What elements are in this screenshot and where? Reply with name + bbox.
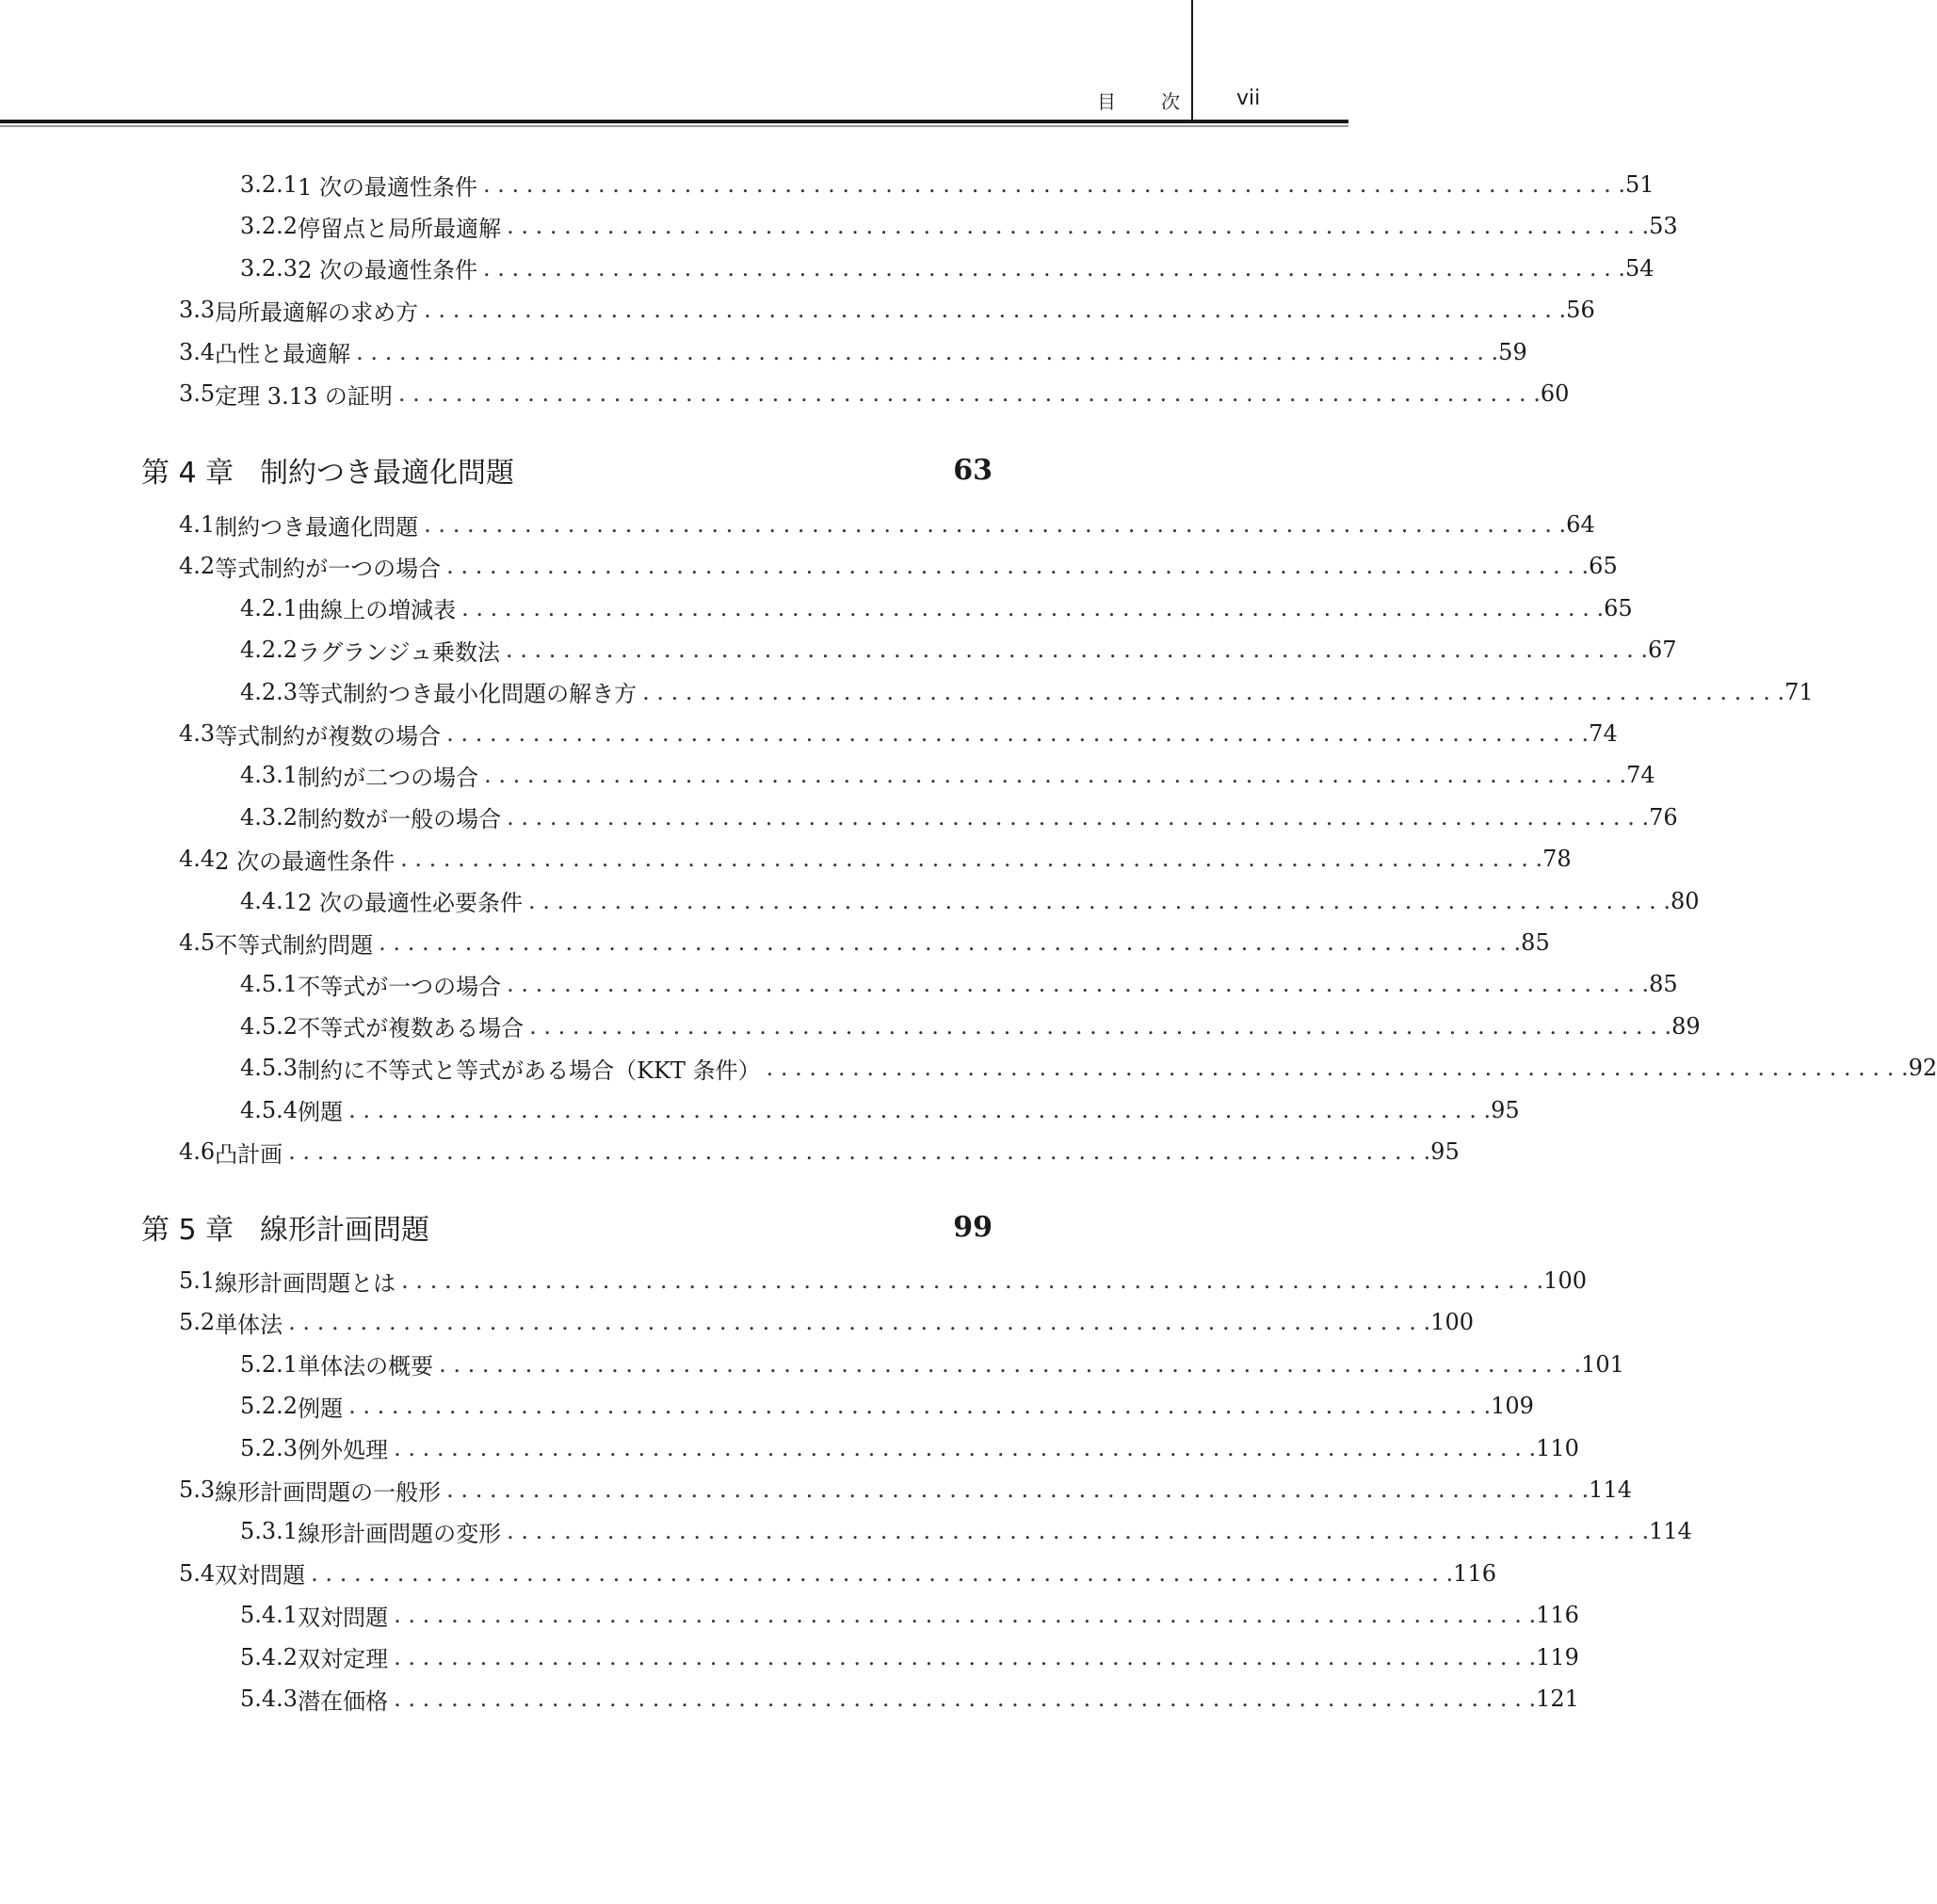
entry-page: 65 [1604, 594, 1633, 621]
leader-dots: . . . . . . . . . . . . . . . . . . . . . . . . . . . . . . . . . . . . . . . . . . . . . . . . . . . . . . . . . . . . . . . . . . . . . . . . . . . . . . . . [446, 720, 1590, 747]
entry-page: 100 [1543, 1267, 1587, 1294]
leader-dots: . . . . . . . . . . . . . . . . . . . . . . . . . . . . . . . . . . . . . . . . . . . . . . . . . . . . . . . . . . . . . . . . . . . . . . . . . . . . . . . . [394, 1602, 1537, 1629]
entry-number: 4.1 [179, 511, 216, 538]
entry-title: 例題 [298, 1395, 344, 1422]
entry-number: 5.1 [179, 1267, 216, 1294]
chapter-heading [141, 1203, 993, 1251]
toc-entry[interactable] [179, 1133, 1460, 1170]
leader-dots: . . . . . . . . . . . . . . . . . . . . . . . . . . . . . . . . . . . . . . . . . . . . . . . . . . . . . . . . . . . . . . . . . . . . . . . . . . . . . . . . [507, 213, 1650, 240]
chapter-page: 99 [953, 1210, 993, 1244]
entry-page: 100 [1430, 1309, 1474, 1336]
entry-title: 2 次の最適性条件 [215, 847, 395, 875]
entry-number: 4.3 [179, 720, 216, 747]
leader-dots: . . . . . . . . . . . . . . . . . . . . . . . . . . . . . . . . . . . . . . . . . . . . . . . . . . . . . . . . . . . . . . . . . . . . . . . . . . . . . . . . [482, 254, 1625, 282]
entry-title: 等式制約が複数の場合 [215, 722, 442, 750]
entry-page: 76 [1649, 803, 1678, 831]
leader-dots: . . . . . . . . . . . . . . . . . . . . . . . . . . . . . . . . . . . . . . . . . . . . . . . . . . . . . . . . . . . . . . . . . . . . . . . . . . . . . . . . [424, 297, 1567, 324]
leader-dots: . . . . . . . . . . . . . . . . . . . . . . . . . . . . . . . . . . . . . . . . . . . . . . . . . . . . . . . . . . . . . . . . . . . . . . . . . . . . . . . . [506, 637, 1648, 664]
entry-page: 110 [1536, 1434, 1579, 1461]
entry-number: 3.4 [179, 338, 216, 365]
toc-entry[interactable] [179, 924, 1550, 961]
leader-dots: . . . . . . . . . . . . . . . . . . . . . . . . . . . . . . . . . . . . . . . . . . . . . . . . . . . . . . . . . . . . . . . . . . . . . . . . . . . . . . . . [424, 511, 1567, 538]
entry-page: 116 [1536, 1602, 1579, 1629]
entry-title: 等式制約つき最小化問題の解き方 [298, 681, 638, 708]
entry-number: 4.5.2 [240, 1012, 299, 1040]
entry-page: 74 [1626, 762, 1655, 789]
chapter-title: 制約つき最適化問題 [260, 457, 514, 490]
toc-entry[interactable] [240, 673, 1814, 711]
toc-entry[interactable] [240, 1008, 1701, 1045]
entry-page: 116 [1453, 1559, 1496, 1587]
entry-number: 5.2 [179, 1309, 216, 1336]
leader-dots: . . . . . . . . . . . . . . . . . . . . . . . . . . . . . . . . . . . . . . . . . . . . . . . . . . . . . . . . . . . . . . . . . . . . . . . . . . . . . . . . [397, 380, 1541, 407]
entry-number: 5.4 [179, 1559, 216, 1587]
toc-entry[interactable] [179, 1471, 1632, 1509]
entry-page: 85 [1521, 929, 1550, 956]
leader-dots: . . . . . . . . . . . . . . . . . . . . . . . . . . . . . . . . . . . . . . . . . . . . . . . . . . . . . . . . . . . . . . . . . . . . . . . . . . . . . . . . [446, 553, 1590, 580]
leader-dots: . . . . . . . . . . . . . . . . . . . . . . . . . . . . . . . . . . . . . . . . . . . . . . . . . . . . . . . . . . . . . . . . . . . . . . . . . . . . . . . . [461, 594, 1605, 621]
toc-entry[interactable] [179, 1303, 1474, 1341]
toc-entry[interactable] [240, 631, 1677, 669]
entry-page: 54 [1624, 254, 1655, 282]
entry-page: 80 [1670, 887, 1700, 914]
entry-page: 101 [1581, 1350, 1624, 1378]
entry-page: 95 [1491, 1096, 1520, 1123]
entry-number: 4.2.1 [240, 594, 299, 621]
toc-entry[interactable] [240, 166, 1655, 203]
toc-entry[interactable] [179, 1555, 1496, 1592]
toc-entry[interactable] [240, 756, 1655, 794]
entry-title: 局所最適解の求め方 [215, 299, 419, 326]
entry-title: 制約に不等式と等式がある場合（KKT 条件） [298, 1057, 761, 1084]
toc-entry[interactable] [240, 1346, 1624, 1383]
toc-entry[interactable] [179, 840, 1572, 878]
leader-dots: . . . . . . . . . . . . . . . . . . . . . . . . . . . . . . . . . . . . . . . . . . . . . . . . . . . . . . . . . . . . . . . . . . . . . . . . . . . . . . . . [394, 1686, 1537, 1712]
entry-title: 線形計画問題とは [215, 1269, 396, 1297]
entry-number: 5.4.3 [240, 1686, 299, 1712]
entry-title: 1 次の最適性条件 [298, 173, 477, 201]
entry-title: 潜在価格 [298, 1687, 389, 1715]
entry-title: ラグランジュ乗数法 [298, 638, 500, 666]
entry-number: 4.3.1 [240, 762, 299, 789]
leader-dots: . . . . . . . . . . . . . . . . . . . . . . . . . . . . . . . . . . . . . . . . . . . . . . . . . . . . . . . . . . . . . . . . . . . . . . . . . . . . . . . . [507, 1518, 1650, 1545]
entry-number: 4.5.3 [240, 1055, 299, 1082]
entry-number: 4.4.1 [240, 887, 299, 914]
toc-entry[interactable] [240, 1387, 1534, 1425]
entry-page: 74 [1589, 720, 1618, 747]
entry-number: 4.5.1 [240, 971, 299, 998]
toc-entry[interactable] [240, 965, 1678, 1003]
leader-dots: . . . . . . . . . . . . . . . . . . . . . . . . . . . . . . . . . . . . . . . . . . . . . . . . . . . . . . . . . . . . . . . . . . . . . . . . . . . . . . . . [439, 1350, 1582, 1378]
leader-dots: . . . . . . . . . . . . . . . . . . . . . . . . . . . . . . . . . . . . . . . . . . . . . . . . . . . . . . . . . . . . . . . . . . . . . . . . . . . . . . . . [446, 1476, 1590, 1503]
toc-entry[interactable] [240, 1512, 1692, 1550]
entry-title: 双対定理 [298, 1646, 389, 1673]
entry-number: 4.5 [179, 929, 216, 956]
entry-page: 109 [1491, 1393, 1534, 1420]
toc-entry[interactable] [240, 799, 1678, 836]
running-header-title: 目 次 [1097, 90, 1193, 113]
entry-page: 121 [1536, 1686, 1579, 1712]
entry-title: 例外処理 [298, 1437, 389, 1464]
toc-entry[interactable] [240, 1049, 1937, 1087]
entry-page: 71 [1784, 678, 1814, 705]
entry-page: 92 [1908, 1055, 1937, 1082]
toc-entry[interactable] [240, 207, 1678, 245]
entry-number: 4.2.2 [240, 637, 299, 664]
leader-dots: . . . . . . . . . . . . . . . . . . . . . . . . . . . . . . . . . . . . . . . . . . . . . . . . . . . . . . . . . . . . . . . . . . . . . . . . . . . . . . . . [379, 929, 1522, 956]
leader-dots: . . . . . . . . . . . . . . . . . . . . . . . . . . . . . . . . . . . . . . . . . . . . . . . . . . . . . . . . . . . . . . . . . . . . . . . . . . . . . . . . [288, 1309, 1431, 1336]
entry-page: 65 [1589, 553, 1618, 580]
leader-dots: . . . . . . . . . . . . . . . . . . . . . . . . . . . . . . . . . . . . . . . . . . . . . . . . . . . . . . . . . . . . . . . . . . . . . . . . . . . . . . . . [529, 1012, 1672, 1040]
toc-entry[interactable] [179, 547, 1618, 585]
entry-title: 凸計画 [215, 1140, 283, 1168]
leader-dots: . . . . . . . . . . . . . . . . . . . . . . . . . . . . . . . . . . . . . . . . . . . . . . . . . . . . . . . . . . . . . . . . . . . . . . . . . . . . . . . . [394, 1643, 1537, 1670]
toc-entry[interactable] [240, 882, 1700, 920]
entry-title: 双対問題 [215, 1562, 306, 1589]
leader-dots: . . . . . . . . . . . . . . . . . . . . . . . . . . . . . . . . . . . . . . . . . . . . . . . . . . . . . . . . . . . . . . . . . . . . . . . . . . . . . . . . [311, 1559, 1454, 1587]
entry-page: 85 [1649, 971, 1678, 998]
leader-dots: . . . . . . . . . . . . . . . . . . . . . . . . . . . . . . . . . . . . . . . . . . . . . . . . . . . . . . . . . . . . . . . . . . . . . . . . . . . . . . . . [507, 803, 1650, 831]
toc-entry[interactable] [179, 291, 1595, 329]
entry-number: 4.5.4 [240, 1096, 299, 1123]
entry-title: 制約数が一般の場合 [298, 806, 502, 833]
leader-dots: . . . . . . . . . . . . . . . . . . . . . . . . . . . . . . . . . . . . . . . . . . . . . . . . . . . . . . . . . . . . . . . . . . . . . . . . . . . . . . . . [507, 971, 1650, 998]
leader-dots: . . . . . . . . . . . . . . . . . . . . . . . . . . . . . . . . . . . . . . . . . . . . . . . . . . . . . . . . . . . . . . . . . . . . . . . . . . . . . . . . [348, 1096, 1492, 1123]
toc-entry[interactable] [179, 1262, 1587, 1299]
toc-entry[interactable] [240, 1638, 1579, 1676]
entry-page: 78 [1542, 846, 1572, 873]
leader-dots: . . . . . . . . . . . . . . . . . . . . . . . . . . . . . . . . . . . . . . . . . . . . . . . . . . . . . . . . . . . . . . . . . . . . . . . . . . . . . . . . [766, 1055, 1909, 1082]
entry-title: 不等式制約問題 [215, 931, 374, 959]
leader-dots: . . . . . . . . . . . . . . . . . . . . . . . . . . . . . . . . . . . . . . . . . . . . . . . . . . . . . . . . . . . . . . . . . . . . . . . . . . . . . . . . [394, 1434, 1537, 1461]
toc-entry[interactable] [179, 715, 1618, 752]
entry-number: 3.2.2 [240, 213, 299, 240]
leader-dots: . . . . . . . . . . . . . . . . . . . . . . . . . . . . . . . . . . . . . . . . . . . . . . . . . . . . . . . . . . . . . . . . . . . . . . . . . . . . . . . . [400, 846, 1543, 873]
entry-page: 51 [1624, 171, 1655, 198]
leader-dots: . . . . . . . . . . . . . . . . . . . . . . . . . . . . . . . . . . . . . . . . . . . . . . . . . . . . . . . . . . . . . . . . . . . . . . . . . . . . . . . . [482, 171, 1625, 198]
chapter-page: 63 [953, 453, 993, 487]
entry-title: 等式制約が一つの場合 [215, 555, 442, 582]
toc-entry[interactable] [240, 1091, 1520, 1129]
entry-page: 114 [1589, 1476, 1632, 1503]
entry-title: 線形計画問題の一般形 [215, 1478, 442, 1506]
entry-number: 3.2.1 [240, 171, 299, 198]
entry-title: 停留点と局所最適解 [298, 215, 502, 242]
entry-page: 60 [1540, 380, 1570, 407]
chapter-heading [141, 446, 993, 493]
entry-number: 4.3.2 [240, 803, 299, 831]
entry-page: 56 [1566, 297, 1595, 324]
toc-entry[interactable] [179, 375, 1570, 412]
toc-entry[interactable] [240, 1429, 1579, 1467]
header-rule-shadow [0, 125, 1348, 127]
chapter-label: 第 5 章 [141, 1214, 234, 1247]
leader-dots: . . . . . . . . . . . . . . . . . . . . . . . . . . . . . . . . . . . . . . . . . . . . . . . . . . . . . . . . . . . . . . . . . . . . . . . . . . . . . . . . [527, 887, 1671, 914]
leader-dots: . . . . . . . . . . . . . . . . . . . . . . . . . . . . . . . . . . . . . . . . . . . . . . . . . . . . . . . . . . . . . . . . . . . . . . . . . . . . . . . . [484, 762, 1627, 789]
entry-number: 5.4.1 [240, 1602, 299, 1629]
entry-title: 不等式が一つの場合 [298, 973, 502, 1000]
entry-number: 5.3 [179, 1476, 216, 1503]
leader-dots: . . . . . . . . . . . . . . . . . . . . . . . . . . . . . . . . . . . . . . . . . . . . . . . . . . . . . . . . . . . . . . . . . . . . . . . . . . . . . . . . [348, 1393, 1492, 1420]
entry-page: 59 [1498, 338, 1527, 365]
entry-page: 64 [1566, 511, 1595, 538]
entry-title: 曲線上の増減表 [298, 597, 457, 624]
entry-number: 5.2.1 [240, 1350, 299, 1378]
entry-page: 119 [1536, 1643, 1579, 1670]
chapter-label: 第 4 章 [141, 457, 234, 490]
entry-page: 53 [1649, 213, 1678, 240]
entry-number: 4.2 [179, 553, 216, 580]
entry-number: 4.2.3 [240, 678, 299, 705]
entry-number: 5.2.3 [240, 1434, 299, 1461]
entry-number: 3.3 [179, 297, 216, 324]
toc-entry[interactable] [240, 589, 1633, 627]
entry-number: 4.6 [179, 1138, 216, 1165]
entry-title: 例題 [298, 1099, 344, 1126]
entry-page: 95 [1430, 1138, 1460, 1165]
leader-dots: . . . . . . . . . . . . . . . . . . . . . . . . . . . . . . . . . . . . . . . . . . . . . . . . . . . . . . . . . . . . . . . . . . . . . . . . . . . . . . . . [642, 678, 1785, 705]
entry-title: 制約つき最適化問題 [215, 513, 419, 541]
leader-dots: . . . . . . . . . . . . . . . . . . . . . . . . . . . . . . . . . . . . . . . . . . . . . . . . . . . . . . . . . . . . . . . . . . . . . . . . . . . . . . . . [356, 338, 1499, 365]
entry-number: 4.4 [179, 846, 216, 873]
running-header-page: vii [1236, 87, 1261, 110]
toc-entry[interactable] [240, 1680, 1579, 1718]
chapter-title: 線形計画問題 [260, 1214, 429, 1247]
entry-page: 89 [1671, 1012, 1701, 1040]
entry-title: 凸性と最適解 [215, 341, 351, 368]
entry-number: 5.3.1 [240, 1518, 299, 1545]
entry-number: 5.2.2 [240, 1393, 299, 1420]
entry-title: 単体法の概要 [298, 1353, 434, 1380]
entry-number: 5.4.2 [240, 1643, 299, 1670]
header-rule [0, 120, 1348, 123]
entry-title: 制約が二つの場合 [298, 764, 479, 791]
entry-number: 3.2.3 [240, 254, 299, 282]
entry-title: 単体法 [215, 1311, 283, 1338]
entry-title: 2 次の最適性必要条件 [298, 890, 523, 917]
toc-entry[interactable] [179, 333, 1527, 371]
entry-title: 線形計画問題の変形 [298, 1520, 502, 1547]
toc-entry[interactable] [179, 506, 1595, 543]
leader-dots: . . . . . . . . . . . . . . . . . . . . . . . . . . . . . . . . . . . . . . . . . . . . . . . . . . . . . . . . . . . . . . . . . . . . . . . . . . . . . . . . [288, 1138, 1431, 1165]
entry-title: 2 次の最適性条件 [298, 257, 477, 284]
toc-entry[interactable] [240, 250, 1655, 287]
entry-page: 114 [1649, 1518, 1692, 1545]
leader-dots: . . . . . . . . . . . . . . . . . . . . . . . . . . . . . . . . . . . . . . . . . . . . . . . . . . . . . . . . . . . . . . . . . . . . . . . . . . . . . . . . [401, 1267, 1544, 1294]
entry-title: 定理 3.13 の証明 [215, 382, 393, 410]
entry-title: 不等式が複数ある場合 [298, 1015, 525, 1042]
entry-number: 3.5 [179, 380, 216, 407]
entry-title: 双対問題 [298, 1604, 389, 1631]
toc-entry[interactable] [240, 1596, 1579, 1634]
entry-page: 67 [1648, 637, 1677, 664]
